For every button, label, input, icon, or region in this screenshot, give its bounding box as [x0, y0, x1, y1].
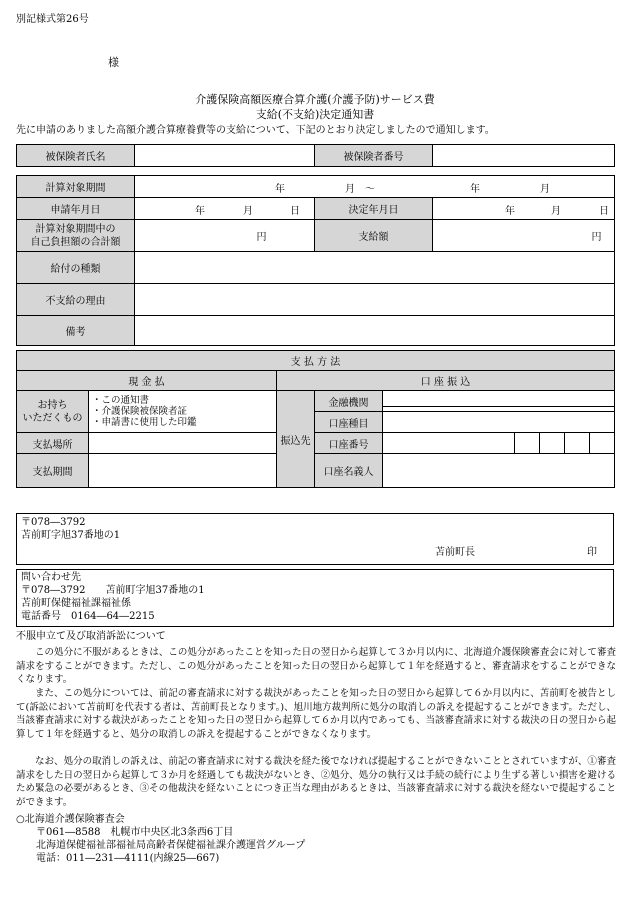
self-pay-label-line2: 自己負担額の合計額 — [30, 236, 121, 248]
applied-month: 月 — [243, 206, 253, 217]
form-number: 別記様式第26号 — [16, 14, 89, 25]
transfer-to-label: 振込先 — [277, 391, 315, 488]
payment-amount-value[interactable] — [433, 220, 615, 252]
contact-office: 苫前町保健福祉課福祉係 — [21, 598, 131, 609]
self-pay-yen: 円 — [256, 232, 267, 243]
period-wave: 〜 — [365, 184, 375, 195]
decision-month: 月 — [551, 206, 561, 217]
bring-items-label — [17, 391, 89, 433]
remarks-label: 備考 — [17, 316, 135, 346]
bring-items-label-line2: いただくもの — [22, 412, 83, 424]
account-holder-value[interactable] — [383, 454, 615, 488]
bring-item: ・申請書に使用した印鑑 — [92, 417, 197, 428]
account-number-digit[interactable] — [515, 433, 540, 454]
intro-text: 先に申請のありました高額介護合算療養費等の支給について、下記のとおり決定しましたので通知します。 — [16, 125, 495, 136]
council-phone: 電話：011―231―4111(内線25―667) — [36, 853, 220, 864]
decision-date-label: 決定年月日 — [315, 198, 433, 220]
issuer-postal: 〒078―3792 — [21, 517, 86, 528]
cash-payment-header: 現 金 払 — [17, 371, 277, 391]
council-name: ○北海道介護保険審査会 — [16, 814, 125, 825]
insured-name-label: 被保険者氏名 — [17, 145, 135, 167]
bank-label: 金融機関 — [315, 391, 383, 412]
issuer-address: 苫前町字旭37番地の1 — [21, 530, 121, 541]
account-number-digit[interactable] — [565, 433, 590, 454]
period-to-year: 年 — [470, 184, 480, 195]
benefit-type-value[interactable] — [135, 252, 615, 284]
account-number-digit[interactable] — [590, 433, 615, 454]
issuer-mayor: 苫前町長 — [435, 547, 475, 558]
period-label: 計算対象期間 — [17, 176, 135, 198]
issuer-box — [16, 513, 614, 565]
period-from-year: 年 — [275, 184, 285, 195]
applied-date-label: 申請年月日 — [17, 198, 135, 220]
self-pay-value[interactable] — [135, 220, 315, 252]
contact-heading: 問い合わせ先 — [21, 572, 81, 583]
document-subtitle: 支給(不支給)決定通知書 — [255, 108, 375, 121]
bring-items-label-line1: お持ち — [37, 399, 68, 411]
self-pay-label — [17, 220, 135, 252]
council-department: 北海道保健福祉部福祉局高齢者保健福祉課介護運営グループ — [36, 840, 306, 851]
self-pay-label-line1: 計算対象期間中の — [35, 223, 116, 235]
period-value[interactable] — [135, 176, 615, 198]
bank-transfer-header: 口 座 振 込 — [277, 371, 615, 391]
payment-method-title: 支 払 方 法 — [17, 351, 615, 371]
details-table — [16, 175, 615, 346]
appeal-paragraph-2: また、この処分については、前記の審査請求に対する裁決があったことを知った日の翌日から起算して６か月以内に、苫前町を被告として(訴訟において苫前町を代表する者は、苫前町長となります。)、旭川地方裁判所に処分の取消しの訴えを提起することができます。ただし、当該審査請求に対する裁決があったことを知った日の翌日から起算して６か月以内であっても、当該審査請求に対する裁決の日の翌日から起算して１年を経過すると、処分の取消しの訴えを提起することができなくなります。 — [16, 688, 616, 740]
account-type-label: 口座種目 — [315, 412, 383, 433]
payment-place-value[interactable] — [89, 433, 277, 454]
bring-item: ・この通知書 — [92, 395, 150, 406]
contact-address: 〒078―3792 苫前町字旭37番地の1 — [21, 585, 205, 596]
appeal-paragraph-3: なお、処分の取消しの訴えは、前記の審査請求に対する裁決を経た後でなければ提起することができないこととされていますが、①審査請求をした日の翌日から起算して３か月を経過しても裁決がないとき、②処分、処分の執行又は手続の続行により生ずる著しい損害を避けるため緊急の必要があるとき、③その他裁決を経ないことにつき正当な理由があるときは、当該審査請求に対する裁決を経ないで提起することができます。 — [16, 756, 616, 808]
addressee-suffix: 様 — [108, 56, 119, 69]
nonpay-reason-value[interactable] — [135, 284, 615, 316]
payment-period-value[interactable] — [89, 454, 277, 488]
decision-year: 年 — [505, 206, 515, 217]
contact-phone: 電話番号 0164―64―2215 — [21, 611, 155, 622]
payment-place-label: 支払場所 — [17, 433, 89, 454]
decision-day: 日 — [599, 206, 609, 217]
council-address: 〒061―8588 札幌市中央区北3条西6丁目 — [36, 827, 234, 838]
insured-table — [16, 144, 615, 167]
account-number-digit[interactable] — [540, 433, 565, 454]
benefit-type-label: 給付の種類 — [17, 252, 135, 284]
appeal-paragraph-1: この処分に不服があるときは、この処分があったことを知った日の翌日から起算して３か月以内に、北海道介護保険審査会に対して審査請求をすることができます。ただし、この処分があったことを知った日の翌日から起算して１年を経過すると、審査請求をすることができなくなります。 — [16, 647, 616, 686]
period-from-month: 月 — [345, 184, 355, 195]
applied-day: 日 — [290, 206, 300, 217]
bring-item: ・介護保険被保険者証 — [92, 406, 188, 417]
payment-amount-label: 支給額 — [315, 220, 433, 252]
applied-year: 年 — [195, 206, 205, 217]
seal-mark: 印 — [587, 547, 597, 558]
remarks-value[interactable] — [135, 316, 615, 346]
appeal-heading: 不服申立て及び取消訴訟について — [16, 631, 166, 642]
contact-box — [16, 569, 614, 627]
period-to-month: 月 — [540, 184, 550, 195]
bring-items-list — [89, 391, 277, 433]
bank-value-line — [383, 396, 614, 407]
payment-period-label: 支払期間 — [17, 454, 89, 488]
nonpay-reason-label: 不支給の理由 — [17, 284, 135, 316]
insured-number-label: 被保険者番号 — [315, 145, 433, 167]
account-number-label: 口座番号 — [315, 433, 383, 454]
decision-date-value[interactable] — [433, 198, 615, 220]
payment-amount-yen: 円 — [591, 232, 602, 243]
insured-number-value[interactable] — [433, 145, 615, 167]
account-number-value[interactable] — [383, 433, 515, 454]
payment-method-table — [16, 350, 615, 488]
insured-name-value[interactable] — [135, 145, 315, 167]
applied-date-value[interactable] — [135, 198, 315, 220]
account-type-value[interactable] — [383, 412, 615, 433]
account-holder-label: 口座名義人 — [315, 454, 383, 488]
bank-value[interactable] — [383, 391, 615, 412]
document-title: 介護保険高額医療合算介護(介護予防)サービス費 — [195, 93, 435, 106]
